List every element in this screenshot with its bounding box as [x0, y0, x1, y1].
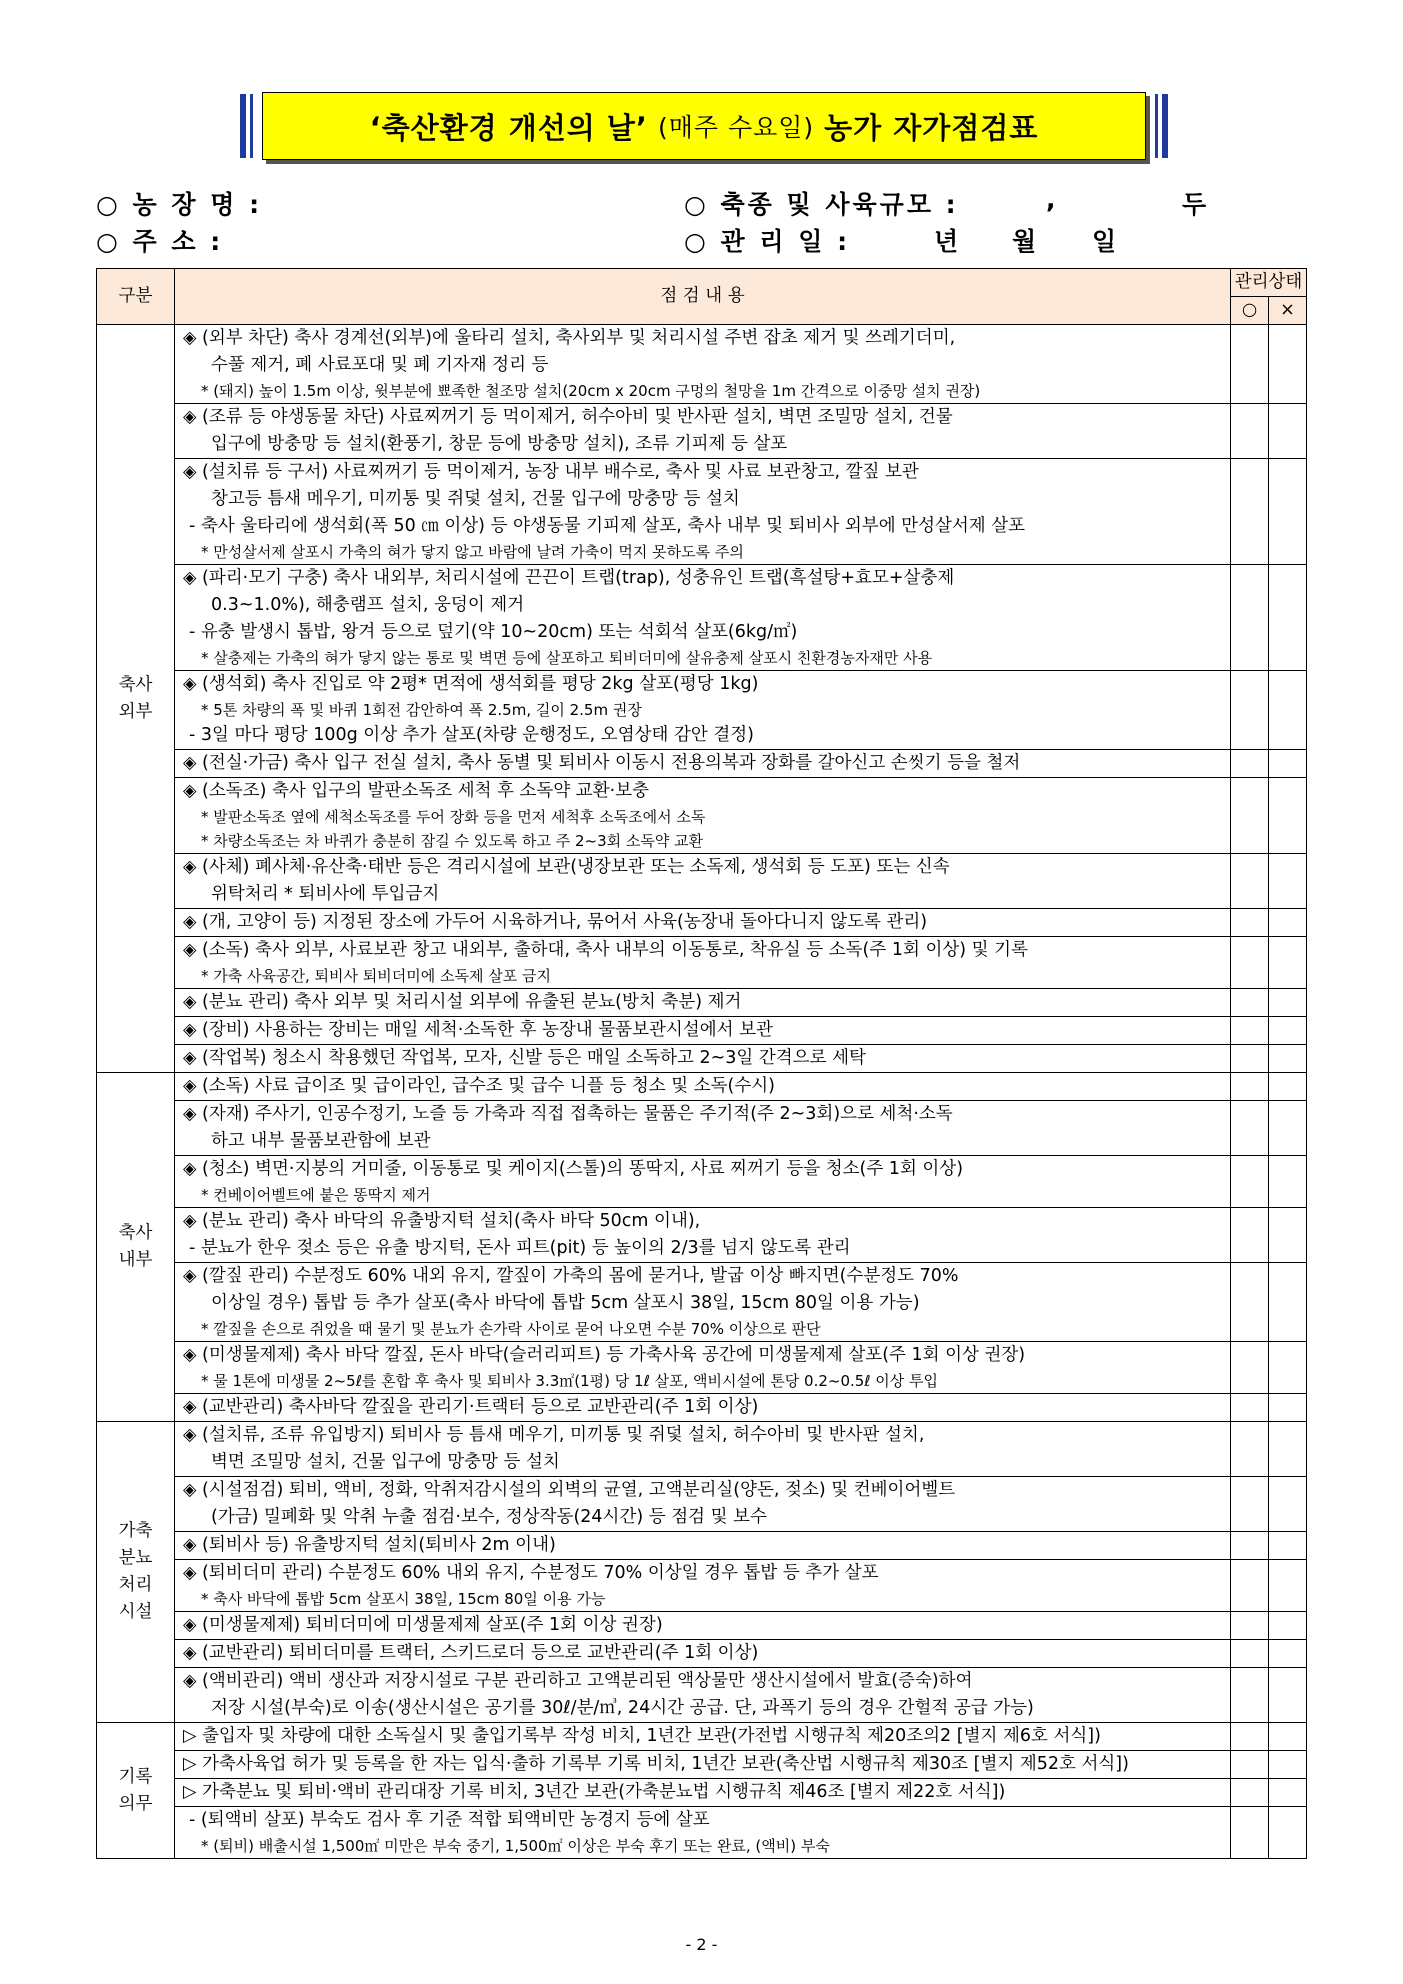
farm-name-field: [96, 185, 262, 221]
category-manure: 가축 분뇨 처리 시설: [97, 1422, 175, 1723]
check-x[interactable]: [1269, 1532, 1307, 1560]
table-row: [97, 1751, 1307, 1779]
check-o[interactable]: [1231, 1263, 1269, 1342]
check-o[interactable]: [1231, 1668, 1269, 1723]
row-inside-4: ◈ (분뇨 관리) 축사 바닥의 유출방지턱 설치(축사 바닥 50cm 이내), - 분뇨가 한우 젖소 등은 유출 방지턱, 돈사 피트(pit) 등 높이의 2/3를 넘지 않도록 관리: [175, 1208, 1231, 1263]
check-o[interactable]: [1231, 1073, 1269, 1101]
date-day: 일: [1092, 227, 1120, 256]
check-o[interactable]: [1231, 750, 1269, 778]
check-x[interactable]: [1269, 1342, 1307, 1394]
check-x[interactable]: [1269, 1751, 1307, 1779]
table-row: [97, 1779, 1307, 1807]
row-outside-3: ◈ (설치류 등 구서) 사료찌꺼기 등 먹이제거, 농장 내부 배수로, 축사 및 사료 보관창고, 깔짚 보관 창고등 틈새 메우기, 미끼통 및 쥐덫 설치, 건물 입구에 망충망 등 설치 - 축사 울타리에 생석회(폭 50 ㎝ 이상) 등 야생동물 기피제 살포, 축사 내부 및 퇴비사 외부에 만성살서제 살포 * 만성살서제 살포시 가축의 혀가 닿지 않고 바람에 날려 가축이 먹지 못하도록 주의: [175, 459, 1231, 565]
row-inside-3: ◈ (청소) 벽면·지붕의 거미줄, 이동통로 및 케이지(스톨)의 똥딱지, 사료 찌꺼기 등을 청소(주 1회 이상) * 컨베이어벨트에 붙은 똥딱지 제거: [175, 1156, 1231, 1208]
category-outside: 축사 외부: [97, 325, 175, 1073]
row-manure-7: ◈ (액비관리) 액비 생산과 저장시설로 구분 관리하고 고액분리된 액상물만 생산시설에서 발효(증숙)하여 저장 시설(부숙)로 이송(생산시설은 공기를 30ℓ/분/㎥, 24시간 공급. 단, 과폭기 등의 경우 간헐적 공급 가능): [175, 1668, 1231, 1723]
table-row: [97, 1807, 1307, 1859]
title-bar-right: [1162, 94, 1168, 158]
check-x[interactable]: [1269, 325, 1307, 404]
row-record-1: ▷ 출입자 및 차량에 대한 소독실시 및 출입기록부 작성 비치, 1년간 보관(가전법 시행규칙 제20조의2 [별지 제6호 서식]): [175, 1723, 1231, 1751]
date-field: [684, 222, 1120, 258]
check-x[interactable]: [1269, 750, 1307, 778]
check-o[interactable]: [1231, 909, 1269, 937]
row-record-2: ▷ 가축사육업 허가 및 등록을 한 자는 입식·출하 기록부 기록 비치, 1년간 보관(축산법 시행규칙 제30조 [별지 제52호 서식]): [175, 1751, 1231, 1779]
header-category: 구분: [97, 269, 175, 325]
check-o[interactable]: [1231, 1612, 1269, 1640]
row-record-3: ▷ 가축분뇨 및 퇴비·액비 관리대장 기록 비치, 3년간 보관(가축분뇨법 시행규칙 제46조 [별지 제22호 서식]): [175, 1779, 1231, 1807]
table-row: [97, 1477, 1307, 1532]
check-o[interactable]: [1231, 989, 1269, 1017]
row-manure-4: ◈ (퇴비더미 관리) 수분정도 60% 내외 유지, 수분정도 70% 이상일 경우 톱밥 등 추가 살포 * 축사 바닥에 톱밥 5cm 살포시 38일, 15cm 80일 이용 가능: [175, 1560, 1231, 1612]
check-o[interactable]: [1231, 1017, 1269, 1045]
table-row: [97, 1156, 1307, 1208]
table-row: [97, 404, 1307, 459]
check-x[interactable]: [1269, 1723, 1307, 1751]
check-o[interactable]: [1231, 404, 1269, 459]
title-bar-left: [240, 94, 246, 158]
title-bar-right-thin: [1155, 94, 1158, 158]
date-label: ○ 관 리 일 :: [684, 227, 851, 256]
table-row: [97, 1723, 1307, 1751]
row-outside-8: ◈ (사체) 폐사체·유산축·태반 등은 격리시설에 보관(냉장보관 또는 소독제, 생석회 등 도포) 또는 신속 위탁처리 * 퇴비사에 투입금지: [175, 854, 1231, 909]
table-row: [97, 565, 1307, 671]
check-x[interactable]: [1269, 1779, 1307, 1807]
table-row: [97, 989, 1307, 1017]
check-x[interactable]: [1269, 1422, 1307, 1477]
check-x[interactable]: [1269, 909, 1307, 937]
check-o[interactable]: [1231, 778, 1269, 854]
check-o[interactable]: [1231, 1807, 1269, 1859]
row-outside-9: ◈ (개, 고양이 등) 지정된 장소에 가두어 시육하거나, 묶어서 사육(농장내 돌아다니지 않도록 관리): [175, 909, 1231, 937]
check-o[interactable]: [1231, 1422, 1269, 1477]
check-o[interactable]: [1231, 671, 1269, 750]
title-main-left: ‘축산환경 개선의 날’: [369, 110, 648, 145]
check-o[interactable]: [1231, 1751, 1269, 1779]
check-x[interactable]: [1269, 854, 1307, 909]
table-row: [97, 750, 1307, 778]
table-row: [97, 1208, 1307, 1263]
table-row: [97, 1612, 1307, 1640]
check-o[interactable]: [1231, 1156, 1269, 1208]
check-o[interactable]: [1231, 1532, 1269, 1560]
table-row: [97, 778, 1307, 854]
address-field: [96, 222, 223, 258]
table-row: [97, 459, 1307, 565]
row-manure-5: ◈ (미생물제제) 퇴비더미에 미생물제제 살포(주 1회 이상 권장): [175, 1612, 1231, 1640]
table-row: [97, 325, 1307, 404]
row-inside-5: ◈ (깔짚 관리) 수분정도 60% 내외 유지, 깔짚이 가축의 몸에 묻거나, 발굽 이상 빠지면(수분정도 70% 이상일 경우) 톱밥 등 추가 살포(축사 바닥에 톱밥 5cm 살포시 38일, 15cm 80일 이용 가능) * 깔짚을 손으로 쥐었을 때 물기 및 분뇨가 손가락 사이로 묻어 나오면 수분 70% 이상으로 판단: [175, 1263, 1231, 1342]
check-x[interactable]: [1269, 1263, 1307, 1342]
row-outside-6: ◈ (전실·가금) 축사 입구 전실 설치, 축사 동별 및 퇴비사 이동시 전용의복과 장화를 갈아신고 손씻기 등을 철저: [175, 750, 1231, 778]
check-o[interactable]: [1231, 325, 1269, 404]
page-title: [262, 92, 1146, 160]
table-row: [97, 1017, 1307, 1045]
category-inside: 축사 내부: [97, 1073, 175, 1422]
check-o[interactable]: [1231, 565, 1269, 671]
row-inside-7: ◈ (교반관리) 축사바닥 깔짚을 관리기·트랙터 등으로 교반관리(주 1회 이상): [175, 1394, 1231, 1422]
checklist-table: [96, 268, 1307, 1859]
check-o[interactable]: [1231, 1477, 1269, 1532]
check-x[interactable]: [1269, 1560, 1307, 1612]
row-outside-1: ◈ (외부 차단) 축사 경계선(외부)에 울타리 설치, 축사외부 및 처리시설 주변 잡초 제거 및 쓰레기더미, 수풀 제거, 폐 사료포대 및 폐 기자재 정리 등 * (돼지) 높이 1.5m 이상, 윗부분에 뾰족한 철조망 설치(20cm x 20cm 구멍의 철망을 1m 간격으로 이중망 설치 권장): [175, 325, 1231, 404]
check-o[interactable]: [1231, 1045, 1269, 1073]
title-banner: [240, 92, 1168, 160]
table-row: [97, 1422, 1307, 1477]
check-o[interactable]: [1231, 459, 1269, 565]
table-row: [97, 1560, 1307, 1612]
date-year: 년: [934, 227, 962, 256]
check-o[interactable]: [1231, 1342, 1269, 1394]
table-row: [97, 1045, 1307, 1073]
row-outside-7: ◈ (소독조) 축사 입구의 발판소독조 세척 후 소독약 교환·보충 * 발판소독조 옆에 세척소독조를 두어 장화 등을 먼저 세척후 소독조에서 소독 * 차량소독조는 차 바퀴가 충분히 잠길 수 있도록 하고 주 2~3회 소독약 교환: [175, 778, 1231, 854]
check-x[interactable]: [1269, 1073, 1307, 1101]
date-month: 월: [1012, 227, 1040, 256]
header-x: ×: [1269, 297, 1307, 325]
table-row: [97, 1263, 1307, 1342]
row-record-4: - (퇴액비 살포) 부숙도 검사 후 기준 적합 퇴액비만 농경지 등에 살포 * (퇴비) 배출시설 1,500㎡ 미만은 부숙 중기, 1,500㎡ 이상은 부숙 후기 또는 완료, (액비) 부숙: [175, 1807, 1231, 1859]
check-x[interactable]: [1269, 1612, 1307, 1640]
header-status: 관리상태: [1231, 269, 1307, 297]
check-o[interactable]: [1231, 937, 1269, 989]
row-outside-13: ◈ (작업복) 청소시 착용했던 작업복, 모자, 신발 등은 매일 소독하고 2~3일 간격으로 세탁: [175, 1045, 1231, 1073]
check-o[interactable]: [1231, 854, 1269, 909]
check-o[interactable]: [1231, 1640, 1269, 1668]
page-number: - 2 -: [685, 1935, 718, 1954]
address-label: ○ 주 소 :: [96, 227, 224, 256]
check-x[interactable]: [1269, 1807, 1307, 1859]
check-o[interactable]: [1231, 1723, 1269, 1751]
check-o[interactable]: [1231, 1101, 1269, 1156]
check-o[interactable]: [1231, 1394, 1269, 1422]
header-content: 점 검 내 용: [175, 269, 1231, 325]
check-x[interactable]: [1269, 1640, 1307, 1668]
table-row: [97, 671, 1307, 750]
row-inside-1: ◈ (소독) 사료 급이조 및 급이라인, 급수조 및 급수 니플 등 청소 및 소독(수시): [175, 1073, 1231, 1101]
check-x[interactable]: [1269, 1017, 1307, 1045]
check-x[interactable]: [1269, 1394, 1307, 1422]
title-main-right: 농가 자가점검표: [824, 110, 1039, 145]
table-row: [97, 1640, 1307, 1668]
check-x[interactable]: [1269, 1208, 1307, 1263]
table-row: [97, 1073, 1307, 1101]
row-inside-6: ◈ (미생물제제) 축사 바닥 깔짚, 돈사 바닥(슬러리피트) 등 가축사육 공간에 미생물제제 살포(주 1회 이상 권장) * 물 1톤에 미생물 2~5ℓ를 혼합 후 축사 및 퇴비사 3.3㎡(1평) 당 1ℓ 살포, 액비시설에 톤당 0.2~0.5ℓ 이상 투입: [175, 1342, 1231, 1394]
check-x[interactable]: [1269, 565, 1307, 671]
row-manure-6: ◈ (교반관리) 퇴비더미를 트랙터, 스키드로더 등으로 교반관리(주 1회 이상): [175, 1640, 1231, 1668]
check-x[interactable]: [1269, 1101, 1307, 1156]
check-o[interactable]: [1231, 1208, 1269, 1263]
check-x[interactable]: [1269, 937, 1307, 989]
check-x[interactable]: [1269, 459, 1307, 565]
livestock-field: [684, 185, 1210, 221]
row-outside-5: ◈ (생석회) 축사 진입로 약 2평* 면적에 생석회를 평당 2kg 살포(평당 1kg) * 5톤 차량의 폭 및 바퀴 1회전 감안하여 폭 2.5m, 길이 2.5m 권장 - 3일 마다 평당 100g 이상 추가 살포(차량 운행정도, 오염상태 감안 결정): [175, 671, 1231, 750]
table-row: [97, 1532, 1307, 1560]
check-x[interactable]: [1269, 989, 1307, 1017]
livestock-sep: ,: [1046, 185, 1059, 214]
livestock-label: ○ 축종 및 사육규모 :: [684, 190, 959, 219]
row-inside-2: ◈ (자재) 주사기, 인공수정기, 노즐 등 가축과 직접 접촉하는 물품은 주기적(주 2~3회)으로 세척·소독 하고 내부 물품보관함에 보관: [175, 1101, 1231, 1156]
row-manure-3: ◈ (퇴비사 등) 유출방지턱 설치(퇴비사 2m 이내): [175, 1532, 1231, 1560]
table-row: [97, 909, 1307, 937]
check-x[interactable]: [1269, 1477, 1307, 1532]
check-o[interactable]: [1231, 1560, 1269, 1612]
title-sub: (매주 수요일): [657, 113, 815, 142]
check-o[interactable]: [1231, 1779, 1269, 1807]
title-bar-left-thin: [250, 94, 253, 158]
table-row: [97, 1394, 1307, 1422]
table-row: [97, 937, 1307, 989]
check-x[interactable]: [1269, 778, 1307, 854]
table-row: [97, 854, 1307, 909]
header-o: ○: [1231, 297, 1269, 325]
row-outside-11: ◈ (분뇨 관리) 축사 외부 및 처리시설 외부에 유출된 분뇨(방치 축분) 제거: [175, 989, 1231, 1017]
check-x[interactable]: [1269, 671, 1307, 750]
check-x[interactable]: [1269, 1045, 1307, 1073]
table-row: [97, 1668, 1307, 1723]
check-x[interactable]: [1269, 1156, 1307, 1208]
check-x[interactable]: [1269, 404, 1307, 459]
row-outside-10: ◈ (소독) 축사 외부, 사료보관 창고 내외부, 출하대, 축사 내부의 이동통로, 착유실 등 소독(주 1회 이상) 및 기록 * 가축 사육공간, 퇴비사 퇴비더미에 소독제 살포 금지: [175, 937, 1231, 989]
row-outside-2: ◈ (조류 등 야생동물 차단) 사료찌꺼기 등 먹이제거, 허수아비 및 반사판 설치, 벽면 조밀망 설치, 건물 입구에 방충망 등 설치(환풍기, 창문 등에 방충망 설치), 조류 기피제 등 살포: [175, 404, 1231, 459]
row-manure-1: ◈ (설치류, 조류 유입방지) 퇴비사 등 틈새 메우기, 미끼통 및 쥐덫 설치, 허수아비 및 반사판 설치, 벽면 조밀망 설치, 건물 입구에 망충망 등 설치: [175, 1422, 1231, 1477]
row-outside-12: ◈ (장비) 사용하는 장비는 매일 세척·소독한 후 농장내 물품보관시설에서 보관: [175, 1017, 1231, 1045]
check-x[interactable]: [1269, 1668, 1307, 1723]
table-row: [97, 1101, 1307, 1156]
row-manure-2: ◈ (시설점검) 퇴비, 액비, 정화, 악취저감시설의 외벽의 균열, 고액분리실(양돈, 젖소) 및 컨베이어벨트 (가금) 밀폐화 및 악취 누출 점검·보수, 정상작동(24시간) 등 점검 및 보수: [175, 1477, 1231, 1532]
farm-name-label: ○ 농 장 명 :: [96, 190, 263, 219]
livestock-unit: 두: [1182, 190, 1210, 219]
row-outside-4: ◈ (파리·모기 구충) 축사 내외부, 처리시설에 끈끈이 트랩(trap), 성충유인 트랩(흑설탕+효모+살충제 0.3~1.0%), 해충램프 설치, 웅덩이 제거 - 유충 발생시 톱밥, 왕겨 등으로 덮기(약 10~20cm) 또는 석회석 살포(6kg/㎡) * 살충제는 가축의 혀가 닿지 않는 통로 및 벽면 등에 살포하고 퇴비더미에 살유충제 살포시 친환경농자재만 사용: [175, 565, 1231, 671]
category-record: 기록 의무: [97, 1723, 175, 1859]
table-row: [97, 1342, 1307, 1394]
